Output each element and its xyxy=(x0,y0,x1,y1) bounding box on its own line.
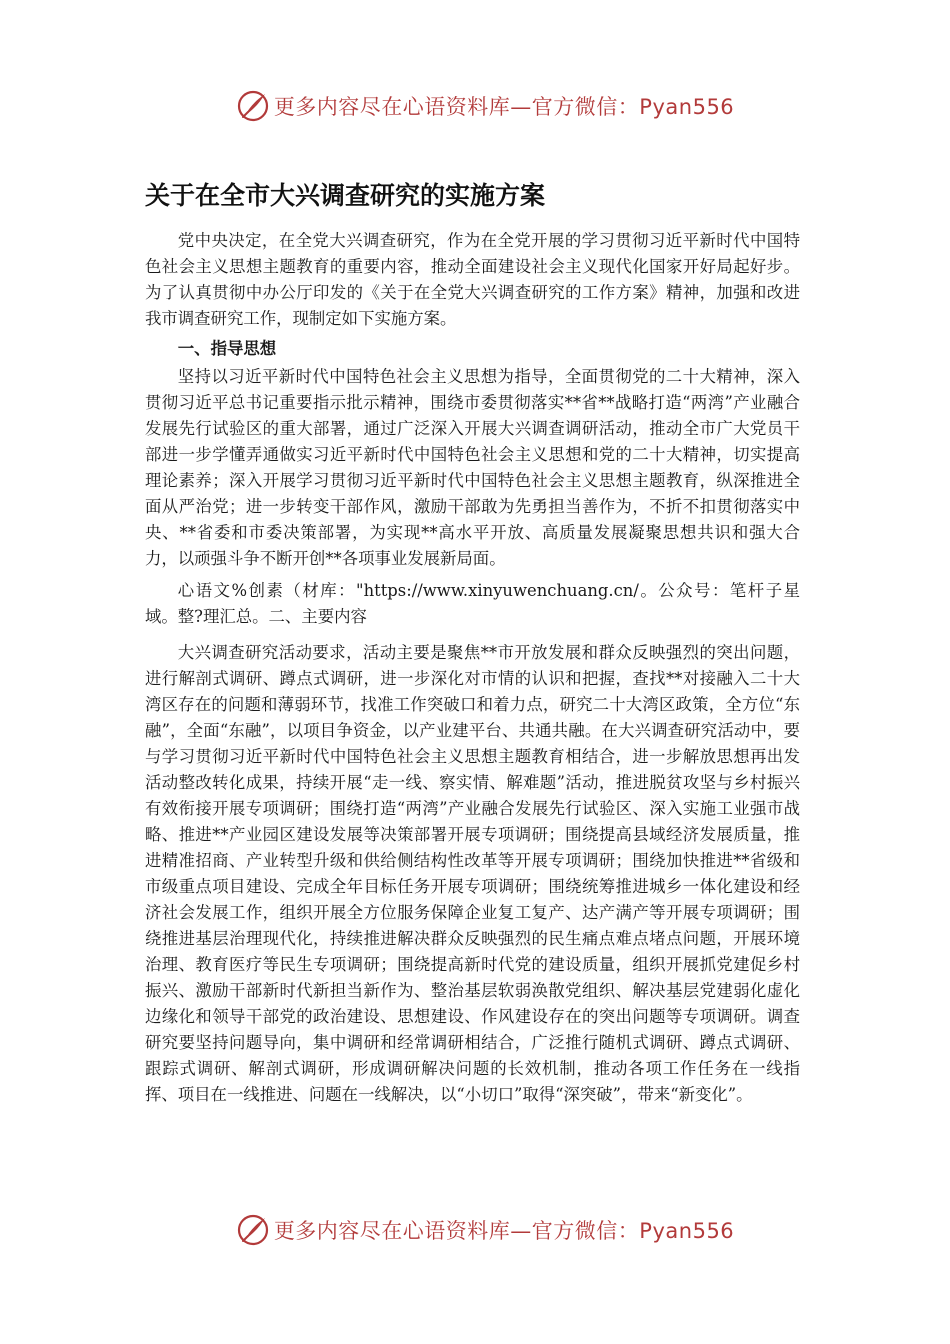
intro-paragraph: 党中央决定，在全党大兴调查研究，作为在全党开展的学习贯彻习近平新时代中国特色社会主义思想主题教育的重要内容，推动全面建设社会主义现代化国家开好局起好步。为了认真贯彻中办公厅印发的《关于在全党大兴调查研究的工作方案》精神，加强和改进我市调查研究工作，现制定如下实施方案。 xyxy=(145,231,800,328)
footer-banner-inner xyxy=(236,1213,734,1247)
header-banner xyxy=(0,86,950,126)
section-1-heading: 一、指导思想 xyxy=(177,339,277,358)
quill-pen-logo-icon xyxy=(236,89,270,123)
footer-banner-text: 更多内容尽在心语资料库—官方微信：Pyan556 xyxy=(273,1219,735,1243)
footer-banner xyxy=(0,1210,950,1250)
section-1-paragraph: 坚持以习近平新时代中国特色社会主义思想为指导，全面贯彻党的二十大精神，深入贯彻习近平总书记重要指示批示精神，围绕市委贯彻落实**省**战略打造“两湾”产业融合发展先行试验区的重大部署，通过广泛深入开展大兴调查调研活动，推动全市广大党员干部进一步学懂弄通做实习近平新时代中国特色社会主义思想和党的二十大精神，切实提高理论素养；深入开展学习贯彻习近平新时代中国特色社会主义思想主题教育，纵深推进全面从严治党；进一步转变干部作风，激励干部敢为先勇担当善作为，不折不扣贯彻落实中央、**省委和市委决策部署，为实现**高水平开放、高质量发展凝聚思想共识和强大合力，以顽强斗争不断开创**各项事业发展新局面。 xyxy=(145,367,800,568)
quill-pen-logo-icon xyxy=(236,1213,270,1247)
source-note-paragraph: 心语文%创素（材库："https://www.xinyuwenchuang.cn/。公众号：笔杆子星域。整?理汇总。二、主要内容 xyxy=(145,581,800,626)
document-body xyxy=(145,170,800,1110)
section-2-paragraph: 大兴调查研究活动要求，活动主要是聚焦**市开放发展和群众反映强烈的突出问题，进行解剖式调研、蹲点式调研，进一步深化对市情的认识和把握，查找**对接融入二十大湾区存在的问题和薄弱环节，找准工作突破口和着力点，研究二十大湾区政策，全方位“东融”，全面“东融”，以项目争资金，以产业建平台、共通共融。在大兴调查研究活动中，要与学习贯彻习近平新时代中国特色社会主义思想主题教育相结合，进一步解放思想再出发活动整改转化成果，持续开展“走一线、察实情、解难题”活动，推进脱贫攻坚与乡村振兴有效衔接开展专项调研；围绕打造“两湾”产业融合发展先行试验区、深入实施工业强市战略、推进**产业园区建设发展等决策部署开展专项调研；围绕提高县域经济发展质量，推进精准招商、产业转型升级和供给侧结构性改革等开展专项调研；围绕加快推进**省级和市级重点项目建设、完成全年目标任务开展专项调研；围绕统筹推进城乡一体化建设和经济社会发展工作，组织开展全方位服务保障企业复工复产、达产满产等开展专项调研；围绕推进基层治理现代化，持续推进解决群众反映强烈的民生痛点难点堵点问题，开展环境治理、教育医疗等民生专项调研；围绕提高新时代党的建设质量，组织开展抓党建促乡村振兴、激励干部新时代新担当新作为、整治基层软弱涣散党组织、解决基层党建弱化虚化边缘化和领导干部党的政治建设、思想建设、作风建设存在的突出问题等专项调研。调查研究要坚持问题导向，集中调研和经常调研相结合，广泛推行随机式调研、蹲点式调研、跟踪式调研、解剖式调研，形成调研解决问题的长效机制，推动各项工作任务在一线指挥、项目在一线推进、问题在一线解决，以“小切口”取得“深突破”，带来“新变化”。 xyxy=(145,643,800,1104)
header-banner-text: 更多内容尽在心语资料库—官方微信：Pyan556 xyxy=(273,95,735,119)
document-title: 关于在全市大兴调查研究的实施方案 xyxy=(145,181,546,210)
header-banner-inner xyxy=(236,89,734,123)
